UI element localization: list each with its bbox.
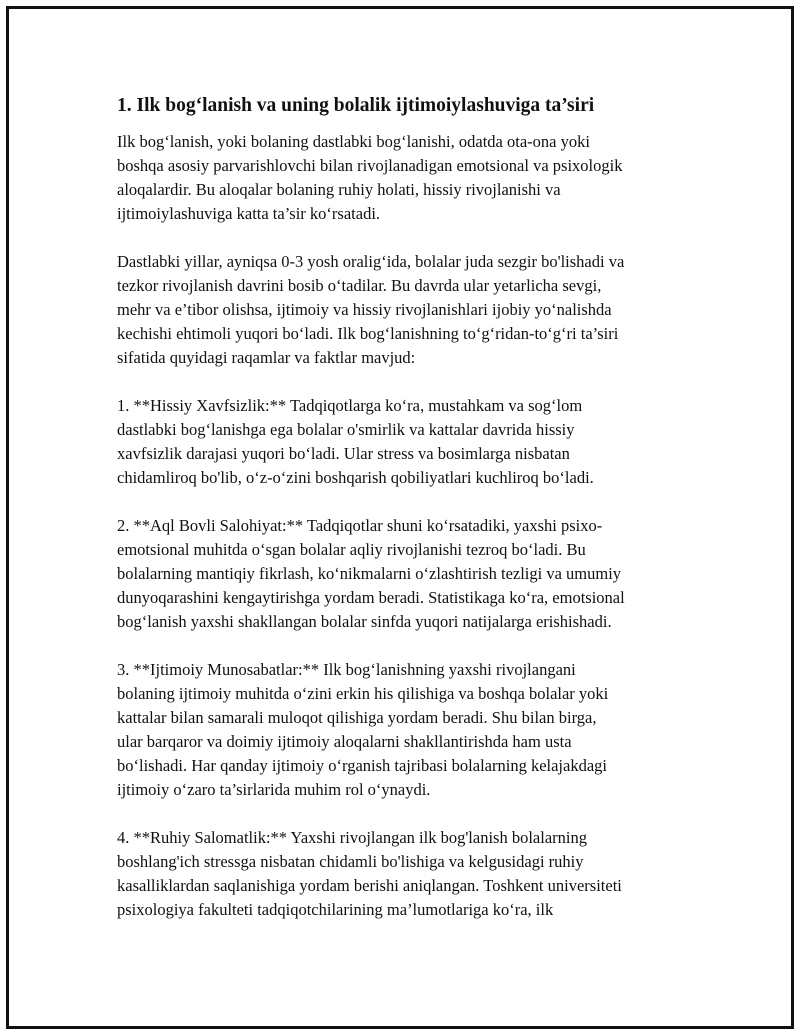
paragraph-line: aloqalardir. Bu aloqalar bolaning ruhiy holati, hissiy rivojlanishi va: [117, 180, 561, 199]
paragraph-line: bolaning ijtimoiy muhitda o‘zini erkin his qilishiga va boshqa bolalar yoki: [117, 684, 609, 703]
paragraph-line: 3. **Ijtimoiy Munosabatlar:** Ilk bog‘lanishning yaxshi rivojlangani: [117, 660, 576, 679]
paragraph-line: emotsional muhitda o‘sgan bolalar aqliy rivojlanishi tezroq bo‘ladi. Bu: [117, 540, 586, 559]
paragraph-line: bo‘lishadi. Har qanday ijtimoiy o‘rganish tajribasi bolalarning kelajakdagi: [117, 756, 607, 775]
paragraph-line: ijtimoiy o‘zaro ta’sirlarida muhim rol o‘ynaydi.: [117, 780, 431, 799]
paragraph-line: bog‘lanish yaxshi shakllangan bolalar sinfda yuqori natijalarga erishishadi.: [117, 612, 612, 631]
paragraph-line: kattalar bilan samarali muloqot qilishiga yordam beradi. Shu bilan birga,: [117, 708, 597, 727]
paragraph-3: [117, 394, 687, 490]
paragraph-line: tezkor rivojlanish davrini bosib o‘tadilar. Bu davrda ular yetarlicha sevgi,: [117, 276, 602, 295]
document-page: [117, 92, 687, 946]
paragraph-line: 1. **Hissiy Xavfsizlik:** Tadqiqotlarga ko‘ra, mustahkam va sog‘lom: [117, 396, 583, 415]
paragraph-line: 4. **Ruhiy Salomatlik:** Yaxshi rivojlangan ilk bog'lanish bolalarning: [117, 828, 587, 847]
paragraph-line: Dastlabki yillar, ayniqsa 0-3 yosh oralig‘ida, bolalar juda sezgir bo'lishadi va: [117, 252, 625, 271]
paragraph-line: boshqa asosiy parvarishlovchi bilan rivojlanadigan emotsional va psixologik: [117, 156, 623, 175]
paragraph-line: Ilk bog‘lanish, yoki bolaning dastlabki bog‘lanishi, odatda ota-ona yoki: [117, 132, 590, 151]
paragraph-line: sifatida quyidagi raqamlar va faktlar mavjud:: [117, 348, 416, 367]
paragraph-line: ular barqaror va doimiy ijtimoiy aloqalarni shakllantirishda ham usta: [117, 732, 572, 751]
paragraph-line: dastlabki bog‘lanishga ega bolalar o'smirlik va kattalar davrida hissiy: [117, 420, 575, 439]
document-body: [117, 130, 687, 922]
paragraph-line: kasalliklardan saqlanishiga yordam berishi aniqlangan. Toshkent universiteti: [117, 876, 622, 895]
paragraph-4: [117, 514, 687, 634]
paragraph-line: 2. **Aql Bovli Salohiyat:** Tadqiqotlar shuni ko‘rsatadiki, yaxshi psixo-: [117, 516, 603, 535]
paragraph-line: dunyoqarashini kengaytirishga yordam beradi. Statistikaga ko‘ra, emotsional: [117, 588, 625, 607]
paragraph-line: boshlang'ich stressga nisbatan chidamli bo'lishiga va kelgusidagi ruhiy: [117, 852, 584, 871]
paragraph-line: kechishi ehtimoli yuqori bo‘ladi. Ilk bog‘lanishning to‘g‘ridan-to‘g‘ri ta’siri: [117, 324, 619, 343]
paragraph-2: [117, 250, 687, 370]
paragraph-line: mehr va e’tibor olishsa, ijtimoiy va hissiy rivojlanishlari ijobiy yo‘nalishda: [117, 300, 612, 319]
paragraph-line: chidamliroq bo'lib, o‘z-o‘zini boshqarish qobiliyatlari kuchliroq bo‘ladi.: [117, 468, 594, 487]
paragraph-1: [117, 130, 687, 226]
paragraph-6: [117, 826, 687, 922]
page-title: 1. Ilk bog‘lanish va uning bolalik ijtimoiylashuviga ta’siri: [117, 95, 595, 116]
paragraph-line: xavfsizlik darajasi yuqori bo‘ladi. Ular stress va bosimlarga nisbatan: [117, 444, 570, 463]
paragraph-line: ijtimoiylashuviga katta ta’sir ko‘rsatadi.: [117, 204, 381, 223]
paragraph-5: [117, 658, 687, 802]
paragraph-line: bolalarning mantiqiy fikrlash, ko‘nikmalarni o‘zlashtirish tezligi va umumiy: [117, 564, 622, 583]
paragraph-line: psixologiya fakulteti tadqiqotchilarining ma’lumotlariga ko‘ra, ilk: [117, 900, 554, 919]
